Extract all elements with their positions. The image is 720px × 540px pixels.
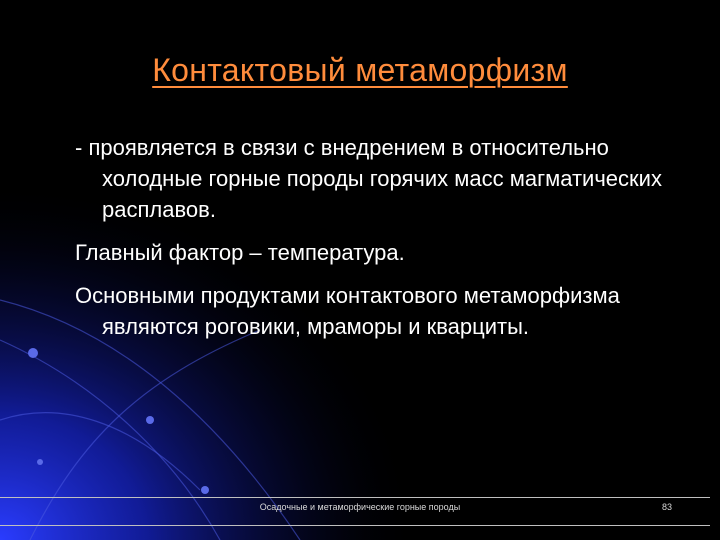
slide-title-wrap — [0, 52, 720, 89]
paragraph-2: Главный фактор – температура. — [75, 240, 405, 265]
paragraph-1: - проявляется в связи с внедрением в относительно холодные горные породы горячих масс магматических расплавов. — [75, 135, 662, 222]
footer-title: Осадочные и метаморфические горные породы — [259, 502, 461, 512]
slide-title: Контактовый метаморфизм — [152, 52, 568, 88]
slide-body — [75, 132, 685, 354]
paragraph-3: Основными продуктами контактового метаморфизма являются роговики, мраморы и кварциты. — [75, 283, 620, 339]
footer-divider-top — [0, 497, 710, 498]
footer-divider-bottom — [0, 525, 710, 526]
page-number: 83 — [662, 502, 673, 512]
